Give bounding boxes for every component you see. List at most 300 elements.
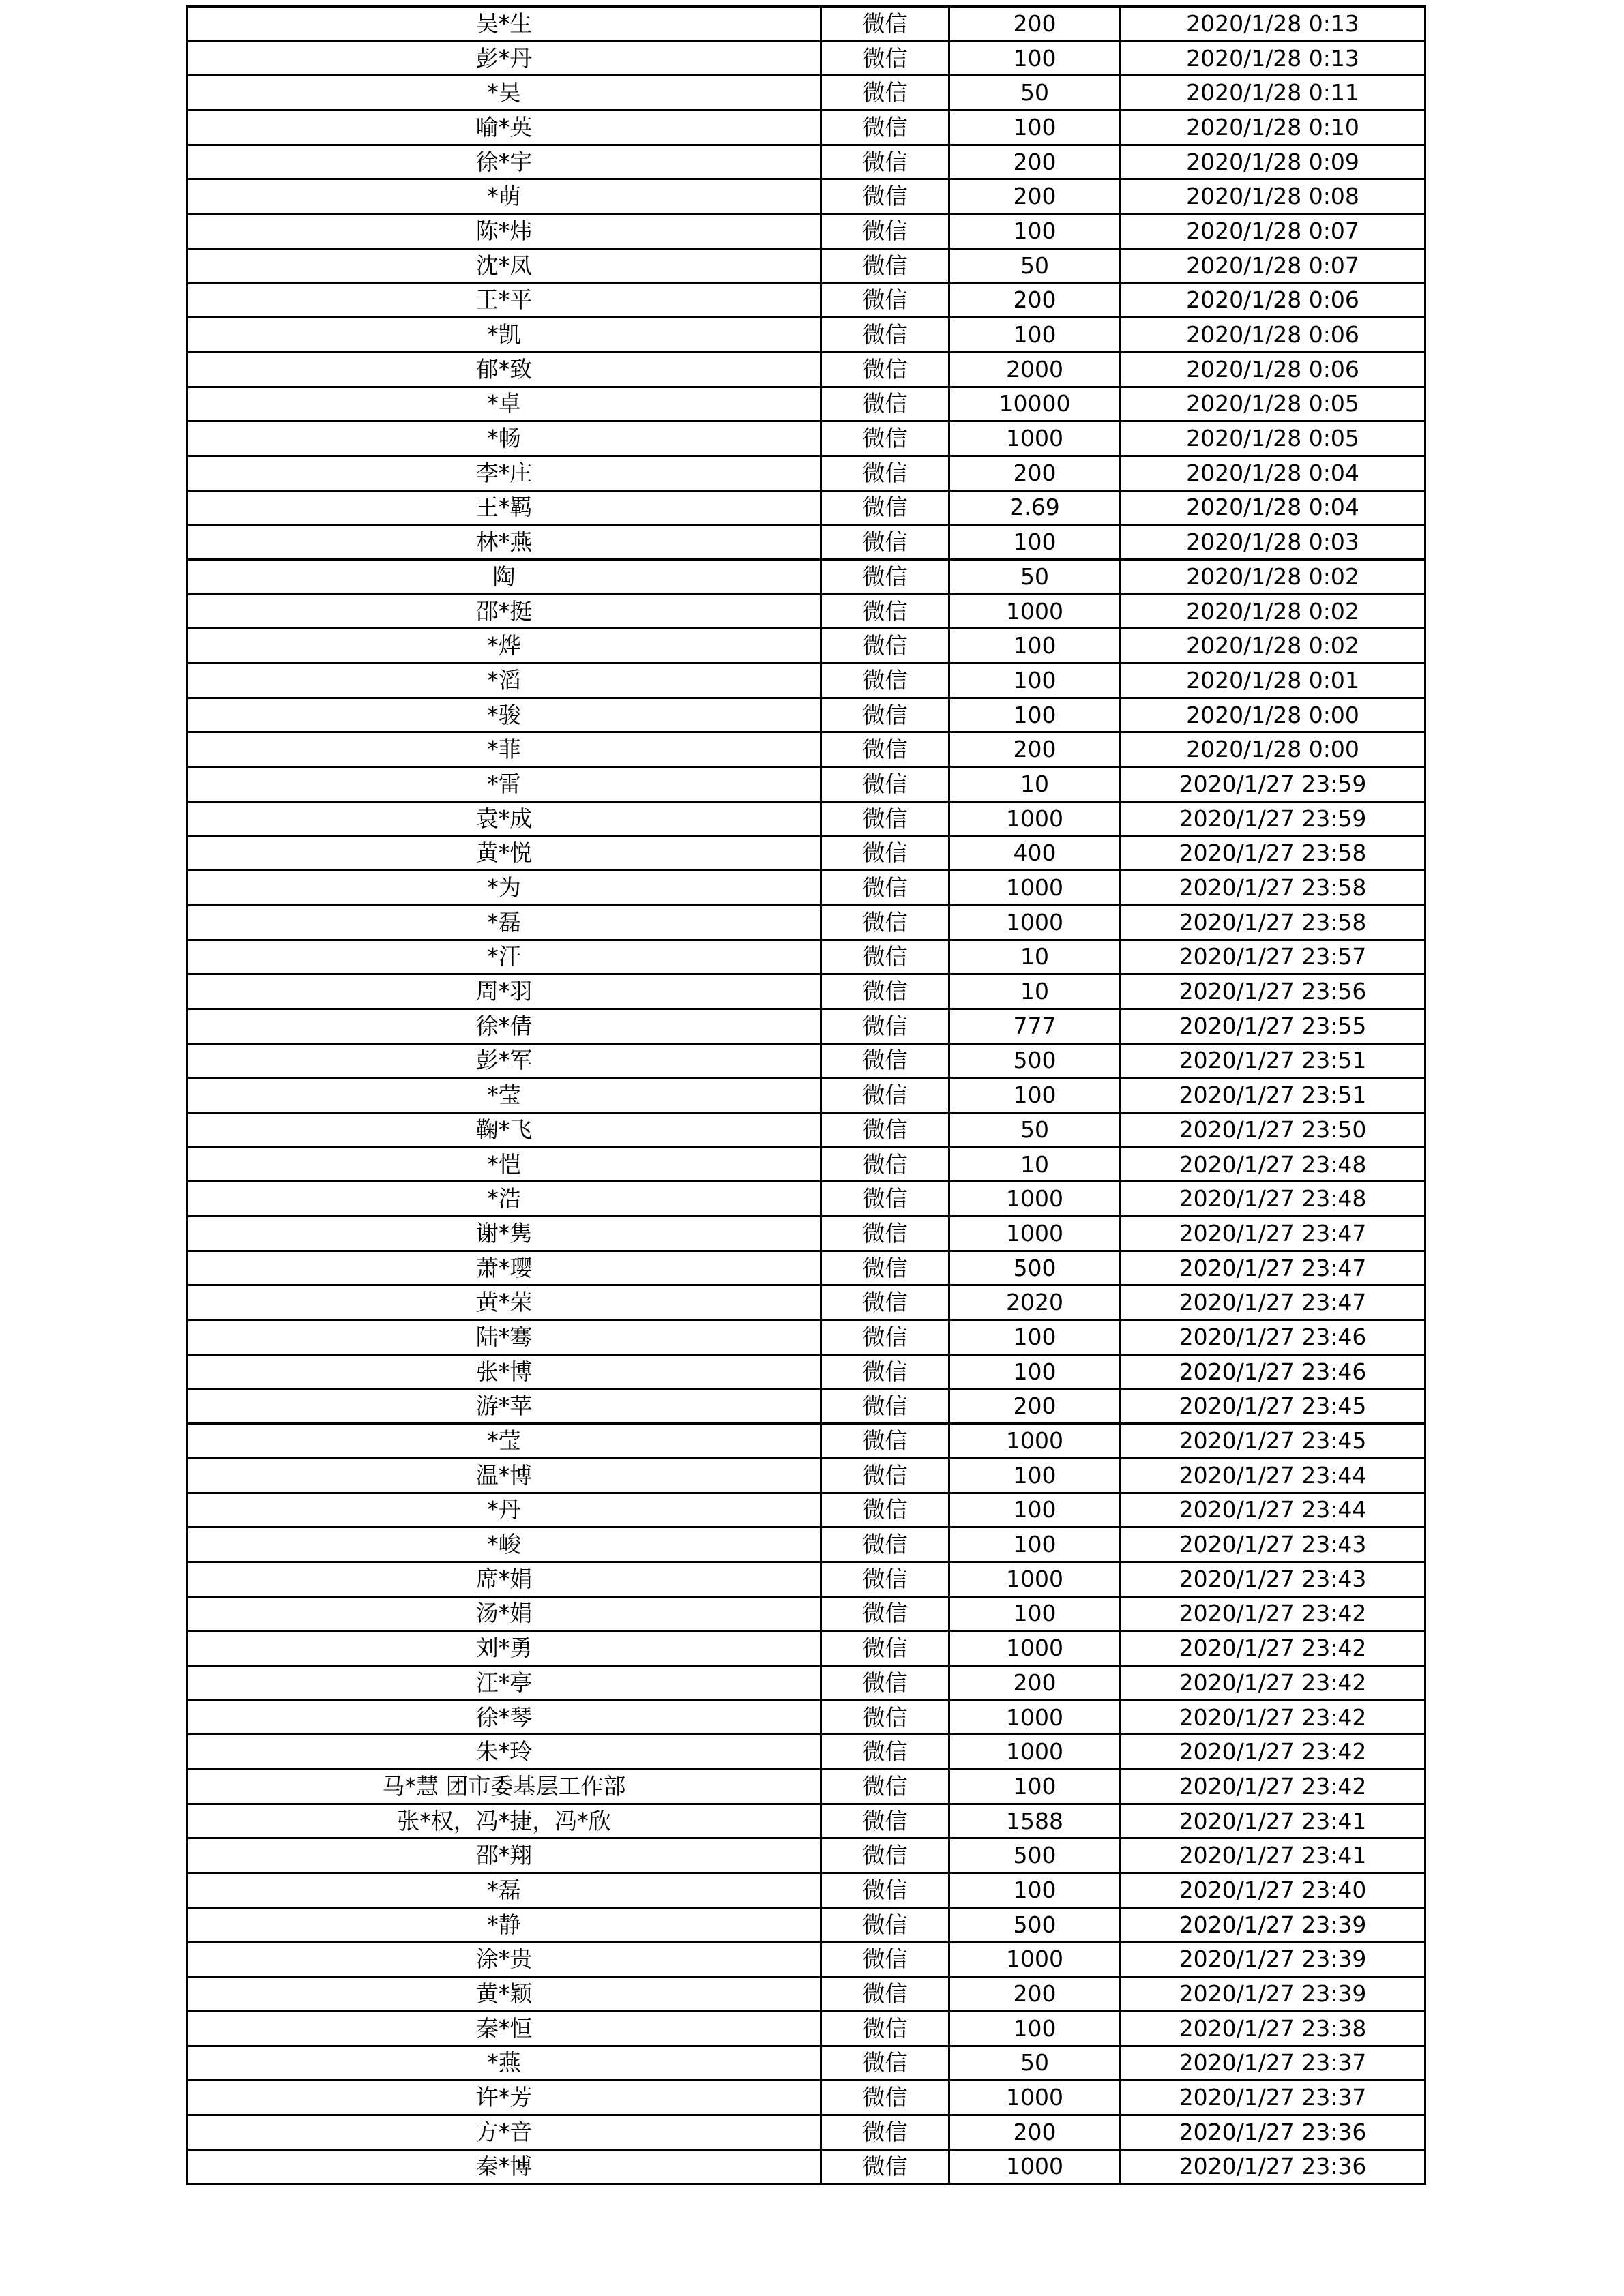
payment-method-cell: 微信 [821,2011,949,2046]
amount-cell: 200 [949,1977,1121,2012]
amount-cell: 50 [949,76,1121,110]
donor-name-cell: 周*羽 [188,974,821,1009]
payment-method-cell: 微信 [821,1458,949,1493]
payment-method-cell: 微信 [821,1078,949,1113]
table-row [188,214,1426,249]
table-row [188,1596,1426,1631]
table-row [188,490,1426,525]
timestamp-cell: 2020/1/28 0:00 [1121,732,1426,767]
amount-cell: 1000 [949,1942,1121,1977]
amount-cell: 1000 [949,871,1121,906]
donor-name-cell: 张*博 [188,1354,821,1389]
timestamp-cell: 2020/1/27 23:39 [1121,1907,1426,1942]
donor-name-cell: *昊 [188,76,821,110]
table-row [188,664,1426,698]
amount-cell: 1000 [949,2149,1121,2184]
amount-cell: 1000 [949,2081,1121,2115]
amount-cell: 10 [949,1147,1121,1182]
amount-cell: 1000 [949,1182,1121,1217]
payment-method-cell: 微信 [821,1113,949,1148]
timestamp-cell: 2020/1/27 23:44 [1121,1493,1426,1527]
table-row [188,1043,1426,1078]
donor-name-cell: *磊 [188,1873,821,1908]
amount-cell: 200 [949,2115,1121,2149]
timestamp-cell: 2020/1/27 23:41 [1121,1804,1426,1838]
payment-method-cell: 微信 [821,974,949,1009]
payment-method-cell: 微信 [821,1320,949,1355]
timestamp-cell: 2020/1/27 23:40 [1121,1873,1426,1908]
donor-name-cell: 喻*英 [188,110,821,145]
timestamp-cell: 2020/1/27 23:50 [1121,1113,1426,1148]
amount-cell: 1588 [949,1804,1121,1838]
amount-cell: 50 [949,560,1121,595]
amount-cell: 100 [949,1320,1121,1355]
timestamp-cell: 2020/1/27 23:48 [1121,1182,1426,1217]
donor-name-cell: *萌 [188,179,821,214]
amount-cell: 100 [949,664,1121,698]
donor-name-cell: 汪*亭 [188,1666,821,1701]
amount-cell: 10 [949,767,1121,802]
amount-cell: 10000 [949,387,1121,421]
donation-rows [188,7,1426,2184]
timestamp-cell: 2020/1/27 23:45 [1121,1389,1426,1424]
payment-method-cell: 微信 [821,1527,949,1562]
table-row [188,387,1426,421]
table-row [188,1804,1426,1838]
amount-cell: 100 [949,629,1121,664]
amount-cell: 100 [949,2011,1121,2046]
donor-name-cell: 李*庄 [188,456,821,490]
payment-method-cell: 微信 [821,1251,949,1285]
amount-cell: 400 [949,836,1121,871]
table-row [188,1354,1426,1389]
donor-name-cell: 游*苹 [188,1389,821,1424]
payment-method-cell: 微信 [821,2081,949,2115]
payment-method-cell: 微信 [821,1770,949,1804]
payment-method-cell: 微信 [821,76,949,110]
donor-name-cell: 陈*炜 [188,214,821,249]
payment-method-cell: 微信 [821,629,949,664]
amount-cell: 200 [949,732,1121,767]
table-row [188,110,1426,145]
donor-name-cell: 秦*恒 [188,2011,821,2046]
payment-method-cell: 微信 [821,421,949,456]
timestamp-cell: 2020/1/27 23:59 [1121,767,1426,802]
amount-cell: 50 [949,248,1121,283]
timestamp-cell: 2020/1/27 23:46 [1121,1354,1426,1389]
timestamp-cell: 2020/1/28 0:06 [1121,283,1426,318]
timestamp-cell: 2020/1/28 0:05 [1121,387,1426,421]
donor-name-cell: *雷 [188,767,821,802]
donor-name-cell: 朱*玲 [188,1735,821,1770]
table-row [188,801,1426,836]
timestamp-cell: 2020/1/28 0:02 [1121,594,1426,629]
table-row [188,974,1426,1009]
amount-cell: 1000 [949,421,1121,456]
payment-method-cell: 微信 [821,836,949,871]
payment-method-cell: 微信 [821,1009,949,1043]
donor-name-cell: 张*权，冯*捷，冯*欣 [188,1804,821,1838]
timestamp-cell: 2020/1/27 23:59 [1121,801,1426,836]
timestamp-cell: 2020/1/27 23:51 [1121,1078,1426,1113]
timestamp-cell: 2020/1/27 23:42 [1121,1735,1426,1770]
donor-name-cell: 陆*骞 [188,1320,821,1355]
payment-method-cell: 微信 [821,594,949,629]
table-row [188,1285,1426,1320]
amount-cell: 200 [949,456,1121,490]
amount-cell: 100 [949,1493,1121,1527]
table-row [188,1700,1426,1735]
timestamp-cell: 2020/1/27 23:48 [1121,1147,1426,1182]
timestamp-cell: 2020/1/28 0:09 [1121,145,1426,179]
amount-cell: 100 [949,698,1121,732]
timestamp-cell: 2020/1/28 0:08 [1121,179,1426,214]
table-row [188,698,1426,732]
payment-method-cell: 微信 [821,1804,949,1838]
payment-method-cell: 微信 [821,214,949,249]
amount-cell: 1000 [949,1217,1121,1251]
amount-cell: 200 [949,179,1121,214]
payment-method-cell: 微信 [821,2115,949,2149]
timestamp-cell: 2020/1/27 23:55 [1121,1009,1426,1043]
table-row [188,1838,1426,1873]
payment-method-cell: 微信 [821,1907,949,1942]
table-row [188,594,1426,629]
table-row [188,283,1426,318]
timestamp-cell: 2020/1/27 23:43 [1121,1527,1426,1562]
table-row [188,76,1426,110]
amount-cell: 500 [949,1907,1121,1942]
timestamp-cell: 2020/1/27 23:37 [1121,2046,1426,2081]
table-row [188,871,1426,906]
donor-name-cell: *畅 [188,421,821,456]
table-row [188,2081,1426,2115]
payment-method-cell: 微信 [821,2046,949,2081]
donor-name-cell: 刘*勇 [188,1631,821,1666]
donor-name-cell: *燕 [188,2046,821,2081]
donor-name-cell: 徐*宇 [188,145,821,179]
payment-method-cell: 微信 [821,1217,949,1251]
table-row [188,1527,1426,1562]
timestamp-cell: 2020/1/27 23:42 [1121,1700,1426,1735]
payment-method-cell: 微信 [821,2149,949,2184]
table-row [188,1078,1426,1113]
donor-name-cell: 黄*荣 [188,1285,821,1320]
timestamp-cell: 2020/1/27 23:47 [1121,1285,1426,1320]
table-row [188,1424,1426,1459]
table-row [188,1770,1426,1804]
donor-name-cell: 林*燕 [188,525,821,560]
donor-name-cell: *滔 [188,664,821,698]
payment-method-cell: 微信 [821,525,949,560]
timestamp-cell: 2020/1/28 0:04 [1121,456,1426,490]
amount-cell: 100 [949,1596,1121,1631]
table-row [188,560,1426,595]
table-row [188,732,1426,767]
donor-name-cell: 秦*博 [188,2149,821,2184]
amount-cell: 200 [949,1666,1121,1701]
payment-method-cell: 微信 [821,1424,949,1459]
amount-cell: 1000 [949,801,1121,836]
table-row [188,421,1426,456]
payment-method-cell: 微信 [821,767,949,802]
timestamp-cell: 2020/1/27 23:36 [1121,2115,1426,2149]
amount-cell: 200 [949,7,1121,42]
table-row [188,1182,1426,1217]
amount-cell: 1000 [949,1700,1121,1735]
timestamp-cell: 2020/1/28 0:03 [1121,525,1426,560]
amount-cell: 100 [949,1458,1121,1493]
payment-method-cell: 微信 [821,490,949,525]
amount-cell: 777 [949,1009,1121,1043]
timestamp-cell: 2020/1/27 23:39 [1121,1942,1426,1977]
table-row [188,1320,1426,1355]
donor-name-cell: 邵*挺 [188,594,821,629]
table-row [188,1562,1426,1596]
amount-cell: 100 [949,1527,1121,1562]
amount-cell: 1000 [949,1424,1121,1459]
table-row [188,248,1426,283]
payment-method-cell: 微信 [821,179,949,214]
payment-method-cell: 微信 [821,1493,949,1527]
amount-cell: 200 [949,1389,1121,1424]
table-row [188,1907,1426,1942]
timestamp-cell: 2020/1/27 23:58 [1121,836,1426,871]
donor-name-cell: *莹 [188,1078,821,1113]
donor-name-cell: *凯 [188,318,821,353]
timestamp-cell: 2020/1/28 0:10 [1121,110,1426,145]
timestamp-cell: 2020/1/28 0:02 [1121,629,1426,664]
amount-cell: 100 [949,1770,1121,1804]
table-row [188,1873,1426,1908]
table-row [188,41,1426,76]
timestamp-cell: 2020/1/27 23:37 [1121,2081,1426,2115]
amount-cell: 50 [949,1113,1121,1148]
donor-name-cell: 谢*隽 [188,1217,821,1251]
timestamp-cell: 2020/1/28 0:13 [1121,7,1426,42]
amount-cell: 100 [949,1078,1121,1113]
timestamp-cell: 2020/1/27 23:51 [1121,1043,1426,1078]
donor-name-cell: *为 [188,871,821,906]
payment-method-cell: 微信 [821,41,949,76]
amount-cell: 50 [949,2046,1121,2081]
payment-method-cell: 微信 [821,318,949,353]
donor-name-cell: 袁*成 [188,801,821,836]
payment-method-cell: 微信 [821,664,949,698]
payment-method-cell: 微信 [821,1735,949,1770]
amount-cell: 500 [949,1251,1121,1285]
timestamp-cell: 2020/1/28 0:11 [1121,76,1426,110]
payment-method-cell: 微信 [821,1977,949,2012]
amount-cell: 100 [949,41,1121,76]
table-row [188,836,1426,871]
table-row [188,1942,1426,1977]
donor-name-cell: 方*音 [188,2115,821,2149]
amount-cell: 500 [949,1838,1121,1873]
table-row [188,1493,1426,1527]
timestamp-cell: 2020/1/27 23:47 [1121,1251,1426,1285]
donor-name-cell: *菲 [188,732,821,767]
donor-name-cell: 鞠*飞 [188,1113,821,1148]
payment-method-cell: 微信 [821,145,949,179]
payment-method-cell: 微信 [821,905,949,940]
donor-name-cell: 温*博 [188,1458,821,1493]
payment-method-cell: 微信 [821,1389,949,1424]
donor-name-cell: 陶 [188,560,821,595]
donor-name-cell: 马*慧 团市委基层工作部 [188,1770,821,1804]
payment-method-cell: 微信 [821,1873,949,1908]
timestamp-cell: 2020/1/27 23:36 [1121,2149,1426,2184]
timestamp-cell: 2020/1/27 23:42 [1121,1770,1426,1804]
timestamp-cell: 2020/1/28 0:07 [1121,248,1426,283]
payment-method-cell: 微信 [821,1596,949,1631]
table-row [188,940,1426,974]
amount-cell: 100 [949,1354,1121,1389]
table-row [188,1009,1426,1043]
table-row [188,1458,1426,1493]
timestamp-cell: 2020/1/28 0:13 [1121,41,1426,76]
timestamp-cell: 2020/1/27 23:56 [1121,974,1426,1009]
payment-method-cell: 微信 [821,352,949,387]
payment-method-cell: 微信 [821,1942,949,1977]
payment-method-cell: 微信 [821,732,949,767]
table-row [188,2115,1426,2149]
table-row [188,179,1426,214]
table-row [188,1147,1426,1182]
amount-cell: 1000 [949,1562,1121,1596]
amount-cell: 200 [949,145,1121,179]
donor-name-cell: 王*羁 [188,490,821,525]
table-row [188,1977,1426,2012]
timestamp-cell: 2020/1/27 23:57 [1121,940,1426,974]
table-row [188,525,1426,560]
donor-name-cell: 王*平 [188,283,821,318]
timestamp-cell: 2020/1/27 23:58 [1121,905,1426,940]
payment-method-cell: 微信 [821,110,949,145]
amount-cell: 100 [949,214,1121,249]
table-row [188,629,1426,664]
amount-cell: 100 [949,110,1121,145]
donor-name-cell: *峻 [188,1527,821,1562]
table-row [188,1735,1426,1770]
timestamp-cell: 2020/1/27 23:41 [1121,1838,1426,1873]
table-row [188,352,1426,387]
payment-method-cell: 微信 [821,1631,949,1666]
payment-method-cell: 微信 [821,7,949,42]
donor-name-cell: *骏 [188,698,821,732]
donor-name-cell: 彭*军 [188,1043,821,1078]
amount-cell: 500 [949,1043,1121,1078]
payment-method-cell: 微信 [821,1147,949,1182]
timestamp-cell: 2020/1/28 0:00 [1121,698,1426,732]
timestamp-cell: 2020/1/28 0:01 [1121,664,1426,698]
donor-name-cell: *汗 [188,940,821,974]
donor-name-cell: 汤*娟 [188,1596,821,1631]
payment-method-cell: 微信 [821,1838,949,1873]
amount-cell: 1000 [949,1631,1121,1666]
amount-cell: 1000 [949,594,1121,629]
payment-method-cell: 微信 [821,248,949,283]
donor-name-cell: *丹 [188,1493,821,1527]
payment-method-cell: 微信 [821,1043,949,1078]
timestamp-cell: 2020/1/27 23:47 [1121,1217,1426,1251]
payment-method-cell: 微信 [821,283,949,318]
amount-cell: 10 [949,974,1121,1009]
donor-name-cell: 吴*生 [188,7,821,42]
donor-name-cell: 涂*贵 [188,1942,821,1977]
table-row [188,905,1426,940]
amount-cell: 200 [949,283,1121,318]
table-row [188,1631,1426,1666]
table-row [188,1217,1426,1251]
table-row [188,1113,1426,1148]
donor-name-cell: 沈*凤 [188,248,821,283]
timestamp-cell: 2020/1/27 23:38 [1121,2011,1426,2046]
payment-method-cell: 微信 [821,1354,949,1389]
timestamp-cell: 2020/1/27 23:39 [1121,1977,1426,2012]
table-row [188,1251,1426,1285]
table-row [188,1389,1426,1424]
donation-table [186,5,1426,2185]
donor-name-cell: 许*芳 [188,2081,821,2115]
payment-method-cell: 微信 [821,387,949,421]
amount-cell: 100 [949,318,1121,353]
donor-name-cell: 徐*琴 [188,1700,821,1735]
timestamp-cell: 2020/1/27 23:43 [1121,1562,1426,1596]
payment-method-cell: 微信 [821,1562,949,1596]
table-row [188,1666,1426,1701]
amount-cell: 2020 [949,1285,1121,1320]
table-row [188,456,1426,490]
amount-cell: 10 [949,940,1121,974]
donor-name-cell: *卓 [188,387,821,421]
payment-method-cell: 微信 [821,698,949,732]
amount-cell: 2.69 [949,490,1121,525]
donor-name-cell: *浩 [188,1182,821,1217]
payment-method-cell: 微信 [821,801,949,836]
table-row [188,318,1426,353]
timestamp-cell: 2020/1/27 23:58 [1121,871,1426,906]
table-row [188,7,1426,42]
amount-cell: 1000 [949,1735,1121,1770]
table-row [188,2011,1426,2046]
timestamp-cell: 2020/1/27 23:46 [1121,1320,1426,1355]
timestamp-cell: 2020/1/27 23:45 [1121,1424,1426,1459]
donor-name-cell: 徐*倩 [188,1009,821,1043]
donor-name-cell: 席*娟 [188,1562,821,1596]
donor-name-cell: *烨 [188,629,821,664]
payment-method-cell: 微信 [821,1182,949,1217]
donor-name-cell: 黄*悦 [188,836,821,871]
timestamp-cell: 2020/1/28 0:04 [1121,490,1426,525]
timestamp-cell: 2020/1/28 0:05 [1121,421,1426,456]
amount-cell: 2000 [949,352,1121,387]
payment-method-cell: 微信 [821,560,949,595]
donor-name-cell: 萧*璎 [188,1251,821,1285]
timestamp-cell: 2020/1/27 23:44 [1121,1458,1426,1493]
amount-cell: 100 [949,525,1121,560]
donor-name-cell: *静 [188,1907,821,1942]
timestamp-cell: 2020/1/28 0:07 [1121,214,1426,249]
payment-method-cell: 微信 [821,456,949,490]
timestamp-cell: 2020/1/27 23:42 [1121,1631,1426,1666]
donor-name-cell: 邵*翔 [188,1838,821,1873]
donor-name-cell: 黄*颖 [188,1977,821,2012]
donor-name-cell: 彭*丹 [188,41,821,76]
timestamp-cell: 2020/1/27 23:42 [1121,1666,1426,1701]
donor-name-cell: *莹 [188,1424,821,1459]
donor-name-cell: *恺 [188,1147,821,1182]
